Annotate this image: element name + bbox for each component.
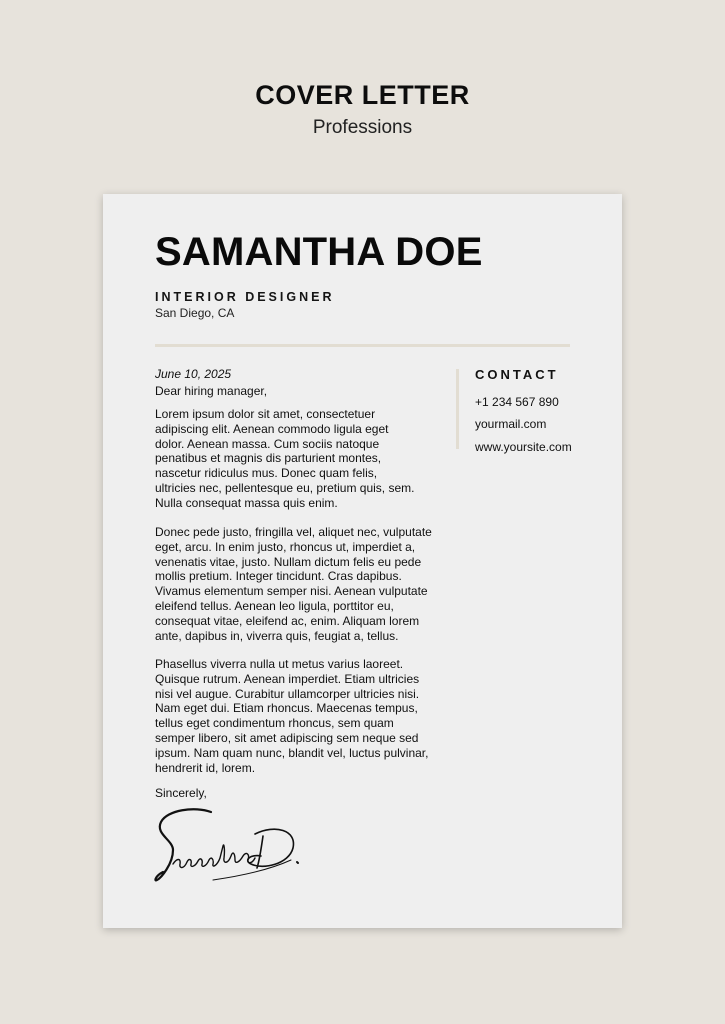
paragraph-line: penatibus et magnis dis parturient montes, — [155, 451, 382, 466]
contact-email: yourmail.com — [475, 417, 547, 431]
contact-website: www.yoursite.com — [475, 440, 572, 454]
letter-closing: Sincerely, — [155, 786, 207, 800]
letter-date: June 10, 2025 — [155, 367, 232, 381]
paragraph-line: eget, arcu. In enim justo, rhoncus ut, imperdiet a, — [155, 539, 416, 554]
applicant-location: San Diego, CA — [155, 306, 235, 320]
contact-phone: +1 234 567 890 — [475, 395, 559, 409]
paragraph-line: mollis pretium. Integer tincidunt. Cras dapibus. — [155, 569, 402, 584]
paragraph-line: adipiscing elit. Aenean commodo ligula eget — [155, 421, 389, 436]
paragraph-line: ante, dapibus in, viverra quis, feugiat a, tellus. — [155, 628, 399, 643]
paragraph-line: tellus eget condimentum rhoncus, sem quam — [155, 716, 394, 731]
paragraph-line: ultricies nec, pellentesque eu, pretium quis, sem. — [155, 480, 415, 495]
paragraph-line: hendrerit id, lorem. — [155, 760, 256, 775]
paragraph-line: nascetur ridiculus mus. Donec quam felis, — [155, 466, 378, 481]
paragraph-line: Quisque rutrum. Aenean imperdiet. Etiam ultricies — [155, 671, 420, 686]
header-divider — [155, 344, 570, 347]
applicant-role: INTERIOR DESIGNER — [155, 290, 335, 304]
paragraph-line: consequat vitae, eleifend ac, enim. Aliquam lorem — [155, 613, 420, 628]
paragraph-line: eleifend tellus. Aenean leo ligula, porttitor eu, — [155, 598, 394, 613]
letter-paragraph-2 — [155, 525, 447, 643]
signature-image — [151, 806, 301, 886]
paragraph-line: dolor. Aenean massa. Cum sociis natoque — [155, 436, 380, 451]
paragraph-line: nisi vel augue. Curabitur ullamcorper ultricies nisi. — [155, 686, 420, 701]
paragraph-line: Phasellus viverra nulla ut metus varius laoreet. — [155, 657, 404, 671]
contact-heading: CONTACT — [475, 367, 559, 382]
letter-paragraph-1 — [155, 407, 447, 511]
letter-paragraph-3 — [155, 657, 447, 775]
paragraph-line: Vivamus elementum semper nisi. Aenean vulputate — [155, 584, 428, 599]
paragraph-line: semper libero, sit amet adipiscing sem neque sed — [155, 730, 419, 745]
paragraph-line: venenatis vitae, justo. Nullam dictum felis eu pede — [155, 554, 422, 569]
contact-divider — [456, 369, 459, 449]
paragraph-line: Nam eget dui. Etiam rhoncus. Maecenas tempus, — [155, 701, 418, 716]
paragraph-line: Donec pede justo, fringilla vel, aliquet nec, vulputate — [155, 525, 432, 539]
applicant-name: SAMANTHA DOE — [155, 230, 483, 274]
letter-greeting: Dear hiring manager, — [155, 384, 268, 398]
page-subtitle: Professions — [312, 117, 413, 138]
paragraph-line: ipsum. Nam quam nunc, blandit vel, luctus pulvinar, — [155, 745, 429, 760]
cover-letter-sheet — [103, 194, 622, 928]
page-title: COVER LETTER — [255, 80, 470, 110]
paragraph-line: Nulla consequat massa quis enim. — [155, 495, 338, 510]
paragraph-line: Lorem ipsum dolor sit amet, consectetuer — [155, 407, 376, 421]
